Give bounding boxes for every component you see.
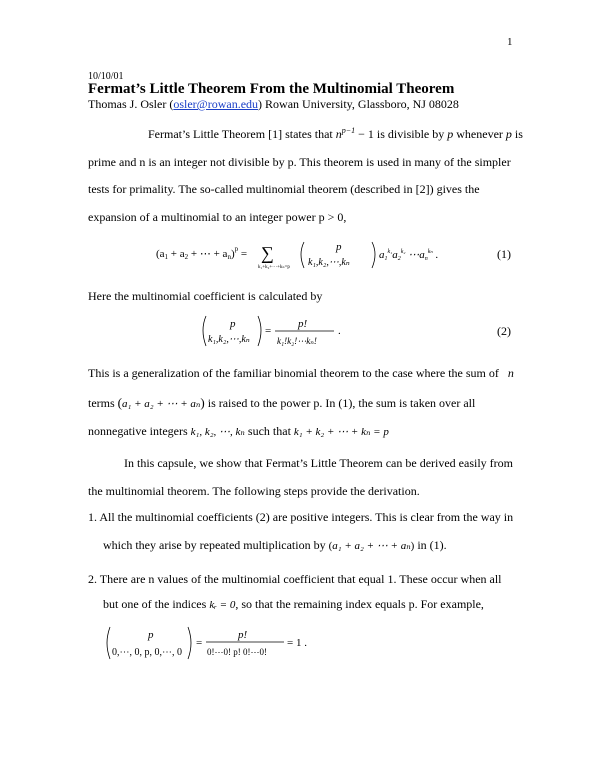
svg-text:k₁,k₂,⋯,kₙ: k₁,k₂,⋯,kₙ: [308, 257, 350, 268]
list-item-1-line-1: 1. All the multinomial coefficients (2) are positive integers. This is clear from the way in: [88, 510, 514, 524]
svg-text:(a1 + a2 + ⋯ + an)p =: (a1 + a2 + ⋯ + an)$^p$ =: [156, 245, 248, 261]
svg-text:0,⋯, 0, p, 0,⋯, 0: 0,⋯, 0, p, 0,⋯, 0: [112, 647, 182, 658]
equation-2: [198, 312, 358, 352]
paragraph-3-line-1: This is a generalization of the familiar binomial theorem to the case where the sum of n: [88, 366, 514, 380]
author-name: Thomas J. Osler (: [88, 97, 174, 111]
svg-text:= 1 .: = 1 .: [287, 637, 307, 649]
paragraph-4-line-2: the multinomial theorem. The following steps provide the derivation.: [88, 484, 420, 498]
list-item-2-line-2: but one of the indices kᵣ = 0, so that the remaining index equals p. For example,: [103, 597, 484, 611]
svg-text:p: p: [230, 318, 236, 330]
page-number: 1: [507, 36, 513, 48]
svg-text:k₁!k₂!⋯kₙ!: k₁!k₂!⋯kₙ!: [277, 336, 317, 346]
example-equation: [102, 623, 322, 665]
svg-text:=: =: [265, 325, 272, 337]
svg-text:.: .: [338, 325, 341, 337]
author-email-link[interactable]: osler@rowan.edu: [173, 97, 259, 111]
equation-1-number: (1): [497, 247, 511, 261]
svg-text:a1k₁a2k₂ ⋯ankₙ .: $a1^{k_1}a2^{k_2}$ $\cdots an^{k_n}$ .: [379, 249, 439, 262]
list-item-1-line-2: which they arise by repeated multiplication by (a₁ + a₂ + ⋯ + aₙ) in (1).: [103, 538, 447, 552]
svg-text:k₁,k₂,⋯,kₙ: k₁,k₂,⋯,kₙ: [208, 334, 250, 345]
svg-text:0!⋯0! p! 0!⋯0!: 0!⋯0! p! 0!⋯0!: [207, 647, 267, 657]
paragraph-1-line-1: Fermat’s Little Theorem [1] states that $n^{p-1} - 1$ is divisible by p whenever p is: [148, 126, 523, 141]
paper-title: Fermat’s Little Theorem From the Multinomial Theorem: [88, 81, 455, 97]
paragraph-1-line-4: expansion of a multinomial to an integer power p > 0,: [88, 210, 347, 224]
date: 10/10/01: [88, 71, 124, 82]
svg-text:p: p: [148, 629, 154, 641]
sum-symbol: ∑: [261, 243, 274, 263]
author-affiliation: ) Rowan University, Glassboro, NJ 08028: [258, 97, 459, 111]
equation-2-number: (2): [497, 324, 511, 338]
equation-1: [150, 236, 450, 276]
paragraph-3-line-2: terms (a₁ + a₂ + ⋯ + aₙ) is raised to the power p. In (1), the sum is taken over all: [88, 395, 476, 410]
paragraph-1-line-2: prime and n is an integer not divisible by p. This theorem is used in many of the simpler: [88, 155, 511, 169]
svg-text:=: =: [196, 637, 203, 649]
paragraph-2: Here the multinomial coefficient is calculated by: [88, 289, 323, 303]
paragraph-4-line-1: In this capsule, we show that Fermat’s Little Theorem can be derived easily from: [124, 456, 513, 470]
svg-text:p!: p!: [298, 318, 308, 330]
svg-text:p!: p!: [238, 629, 248, 641]
author-line: [88, 97, 459, 112]
sum-index: k₁+k₂+⋯+kₙ=p: [258, 265, 290, 270]
paragraph-1-line-3: tests for primality. The so-called multinomial theorem (described in [2]) gives the: [88, 182, 480, 196]
list-item-2-line-1: 2. There are n values of the multinomial coefficient that equal 1. These occur when all: [88, 572, 502, 586]
svg-text:p: p: [336, 241, 342, 253]
paragraph-3-line-3: nonnegative integers k₁, k₂, ⋯, kₙ such that k₁ + k₂ + ⋯ + kₙ = p: [88, 424, 389, 438]
